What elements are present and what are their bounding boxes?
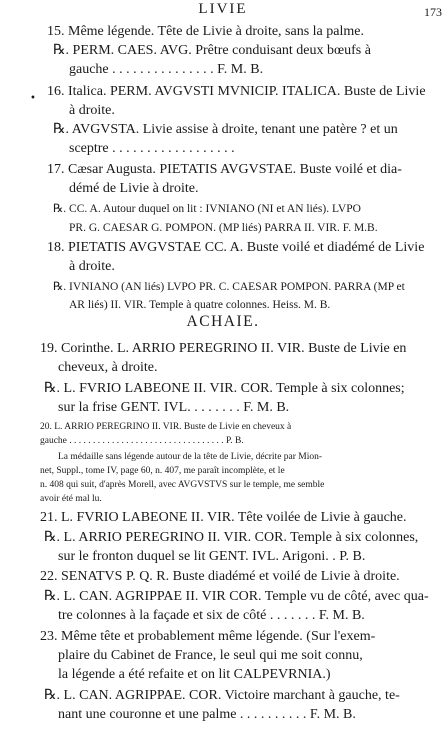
entry-16-obverse: 16. Italica. PERM. AVGVSTI MVNICIP. ITALICA. Buste de Livie xyxy=(47,84,426,99)
entry-23-obverse: 23. Même tête et probablement même légende. (Sur l'exem- xyxy=(40,629,376,644)
entry-21-obverse: 21. L. FVRIO LABEONE II. VIR. Tête voilée de Livie à gauche. xyxy=(40,510,407,525)
entry-15-reverse: ℞. PERM. CAES. AVG. Prêtre conduisant deux bœufs à xyxy=(53,43,371,58)
entry-19-reverse-cont: sur la frise GENT. IVL. . . . . . . . F. M. B. xyxy=(58,400,290,415)
footnote-line-3: n. 408 qui suit, d'après Morell, avec AVGVSTVS sur le temple, me semble xyxy=(40,480,325,490)
section-heading: ACHAIE. xyxy=(186,313,260,330)
entry-19-obverse-cont: cheveux, à droite. xyxy=(58,360,158,375)
entry-16-obverse-cont: à droite. xyxy=(69,103,115,118)
entry-18-obverse-cont: à droite. xyxy=(69,259,115,274)
footnote-line-2: net, Suppl., tome IV, page 60, n. 407, me paraît incomplète, et le xyxy=(40,466,285,476)
entry-20-cont: gauche . . . . . . . . . . . . . . . . . . . . . . . . . . . . . . . . . P. B. xyxy=(40,436,244,446)
entry-18-reverse-cont: AR liés) II. VIR. Temple à quatre colonnes. Heiss. M. B. xyxy=(69,299,331,311)
entry-23-reverse-cont: nant une couronne et une palme . . . . . . . . . . F. M. B. xyxy=(58,707,356,722)
entry-23-obverse-cont: plaire du Cabinet de France, le seul qui me soit connu, xyxy=(58,648,363,663)
entry-23-obverse-cont-2: la légende a été refaite et on lit CALPEVRNIA.) xyxy=(58,667,331,682)
ink-speck: • xyxy=(30,93,36,104)
entry-18-reverse: ℞. IVNIANO (AN liés) LVPO PR. C. CAESAR POMPON. PARRA (MP et xyxy=(53,281,405,293)
entry-22-reverse: ℞. L. CAN. AGRIPPAE II. VIR COR. Temple vu de côté, avec qua- xyxy=(44,589,429,604)
entry-20: 20. L. ARRIO PEREGRINO II. VIR. Buste de Livie en cheveux à xyxy=(40,422,292,432)
entry-23-reverse: ℞. L. CAN. AGRIPPAE. COR. Victoire marchant à gauche, te- xyxy=(44,688,400,703)
entry-21-reverse-cont: sur le fronton duquel se lit GENT. IVL. Arigoni. . P. B. xyxy=(58,549,366,564)
running-head: LIVIE xyxy=(198,1,248,17)
footnote-line-1: La médaille sans légende autour de la tête de Livie, décrite par Mion- xyxy=(58,452,323,462)
entry-15-obverse: 15. Même légende. Tête de Livie à droite, sans la palme. xyxy=(47,24,364,39)
entry-19-obverse: 19. Corinthe. L. ARRIO PEREGRINO II. VIR. Buste de Livie en xyxy=(40,341,407,356)
entry-21-reverse: ℞. L. ARRIO PEREGRINO II. VIR. COR. Temple à six colonnes, xyxy=(44,530,419,545)
entry-17-reverse: ℞. CC. A. Autour duquel on lit : IVNIANO (NI et AN liés). LVPO xyxy=(53,203,361,215)
entry-22-reverse-cont: tre colonnes à la façade et six de côté . . . . . . . F. M. B. xyxy=(58,608,365,623)
entry-16-reverse-cont: sceptre . . . . . . . . . . . . . . . . . . xyxy=(69,141,235,156)
entry-18-obverse: 18. PIETATIS AVGVSTAE CC. A. Buste voilé et diadémé de Livie xyxy=(47,240,425,255)
footnote-line-4: avoir été mal lu. xyxy=(40,494,102,504)
entry-16-reverse: ℞. AVGVSTA. Livie assise à droite, tenant une patère ? et un xyxy=(53,122,398,137)
entry-17-reverse-cont: PR. G. CAESAR G. POMPON. (MP liés) PARRA II. VIR. F. M.B. xyxy=(69,222,378,234)
entry-17-obverse-cont: démé de Livie à droite. xyxy=(69,181,199,196)
page-number: 173 xyxy=(424,5,442,19)
entry-17-obverse: 17. Cæsar Augusta. PIETATIS AVGVSTAE. Buste voilé et dia- xyxy=(47,162,402,177)
entry-22-obverse: 22. SENATVS P. Q. R. Buste diadémé et voilé de Livie à droite. xyxy=(40,569,400,584)
entry-19-reverse: ℞. L. FVRIO LABEONE II. VIR. COR. Temple à six colonnes; xyxy=(44,381,405,396)
entry-15-reverse-cont: gauche . . . . . . . . . . . . . . . F. M. B. xyxy=(69,62,264,77)
